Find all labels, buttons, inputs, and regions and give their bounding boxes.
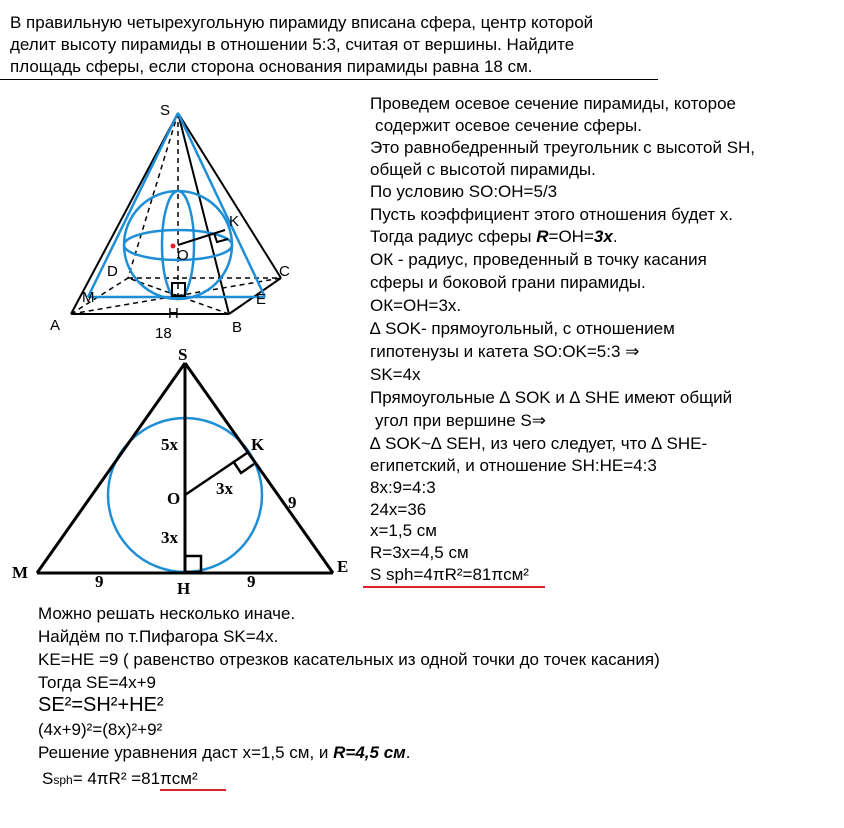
pyramid-figure bbox=[0, 95, 300, 340]
solution-line: ∆ SOK- прямоугольный, с отношением bbox=[370, 319, 675, 338]
problem-line: площадь сферы, если сторона основания пирамиды равна 18 см. bbox=[10, 57, 533, 76]
text-fragment: R bbox=[536, 227, 549, 246]
solution-line: общей с высотой пирамиды. bbox=[370, 160, 596, 179]
solution-line: ОК=OH=3х. bbox=[370, 296, 462, 315]
label-base-length: 18 bbox=[155, 325, 172, 340]
text-fragment: R=4,5 см bbox=[333, 743, 406, 762]
label-E: E bbox=[256, 291, 267, 308]
tri-label-K: K bbox=[251, 435, 265, 454]
solution-line: Это равнобедренный треугольник с высотой SH, bbox=[370, 138, 756, 157]
tri-label-ok: 3x bbox=[216, 479, 233, 498]
solution-line: угол при вершине S⇒ bbox=[375, 411, 546, 430]
text-fragment: = 4πR² =81πсм² bbox=[72, 769, 198, 788]
tri-label-O: O bbox=[167, 489, 181, 508]
answer-underline bbox=[363, 586, 545, 588]
solution-line: сферы и боковой грани пирамиды. bbox=[370, 273, 646, 292]
label-K: K bbox=[229, 213, 240, 230]
solution-line: содержит осевое сечение сферы. bbox=[375, 116, 642, 135]
solution-line: ∆ SOK~∆ SEH, из чего следует, что ∆ SHE- bbox=[370, 434, 708, 453]
tri-label-so: 5x bbox=[161, 435, 178, 454]
text-fragment: . bbox=[405, 743, 411, 762]
solution-line: Пусть коэффициент этого отношения будет х. bbox=[370, 205, 734, 224]
text-fragment: Тогда радиус сферы bbox=[370, 227, 537, 246]
alt-line: KE=HE =9 ( равенство отрезков касательных из одной точки до точек касания) bbox=[38, 650, 660, 669]
alt-line: Найдём по т.Пифагора SK=4х. bbox=[38, 627, 279, 646]
alt-answer-underline bbox=[160, 789, 226, 791]
problem-line: В правильную четырехугольную пирамиду вписана сфера, центр которой bbox=[10, 13, 594, 32]
problem-line: делит высоту пирамиды в отношении 5:3, считая от вершины. Найдите bbox=[10, 35, 575, 54]
alt-line: Тогда SE=4x+9 bbox=[38, 673, 156, 692]
label-D: D bbox=[107, 263, 118, 280]
solution-line: Проведем осевое сечение пирамиды, которое bbox=[370, 94, 736, 113]
tri-label-E: E bbox=[337, 557, 349, 576]
label-S: S bbox=[160, 102, 171, 119]
label-B: B bbox=[232, 319, 243, 336]
text-fragment: Решение уравнения даст х=1,5 см, и bbox=[38, 743, 334, 762]
tri-label-S: S bbox=[178, 345, 188, 364]
solution-line: 24х=36 bbox=[370, 500, 427, 519]
problem-statement bbox=[10, 12, 593, 78]
solution-line: египетский, и отношение SH:HE=4:3 bbox=[370, 456, 657, 475]
tri-label-he: 9 bbox=[247, 572, 256, 591]
label-H: H bbox=[168, 305, 179, 322]
text-fragment: sph bbox=[53, 773, 73, 787]
tri-label-H: H bbox=[177, 579, 191, 595]
solution-answer: S sph=4πR²=81πсм² bbox=[370, 565, 529, 584]
text-fragment: S bbox=[42, 769, 54, 788]
solution-line: По условию SO:OH=5/3 bbox=[370, 182, 558, 201]
alt-line bbox=[38, 742, 410, 763]
divider bbox=[0, 79, 658, 80]
label-A: A bbox=[50, 317, 61, 334]
alt-line: SE²=SH²+HE² bbox=[38, 694, 164, 716]
solution-line: SK=4х bbox=[370, 365, 421, 384]
solution-line: ОК - радиус, проведенный в точку касания bbox=[370, 250, 707, 269]
solution-line: х=1,5 см bbox=[370, 521, 437, 540]
tri-label-se: 9 bbox=[288, 493, 297, 512]
solution-line: Прямоугольные ∆ SOK и ∆ SHE имеют общий bbox=[370, 388, 733, 407]
text-fragment: . bbox=[612, 227, 618, 246]
tri-label-oh: 3x bbox=[161, 528, 178, 547]
label-C: C bbox=[279, 263, 290, 280]
tri-label-M: M bbox=[12, 563, 29, 582]
tri-label-mh: 9 bbox=[95, 572, 104, 591]
label-M: M bbox=[82, 289, 95, 306]
alt-line: (4x+9)²=(8x)²+9² bbox=[38, 720, 163, 739]
solution-line: R=3х=4,5 см bbox=[370, 543, 469, 562]
section-triangle-figure bbox=[0, 335, 360, 595]
label-O: O bbox=[177, 247, 189, 264]
solution-line: 8х:9=4:3 bbox=[370, 478, 436, 497]
text-fragment: 3x bbox=[593, 227, 613, 246]
solution-line: гипотенузы и катета SO:OK=5:3 ⇒ bbox=[370, 342, 640, 361]
text-fragment: =OH= bbox=[548, 227, 594, 246]
solution-line-radius bbox=[370, 226, 618, 247]
alt-answer bbox=[42, 768, 198, 791]
alt-line: Можно решать несколько иначе. bbox=[38, 604, 296, 623]
